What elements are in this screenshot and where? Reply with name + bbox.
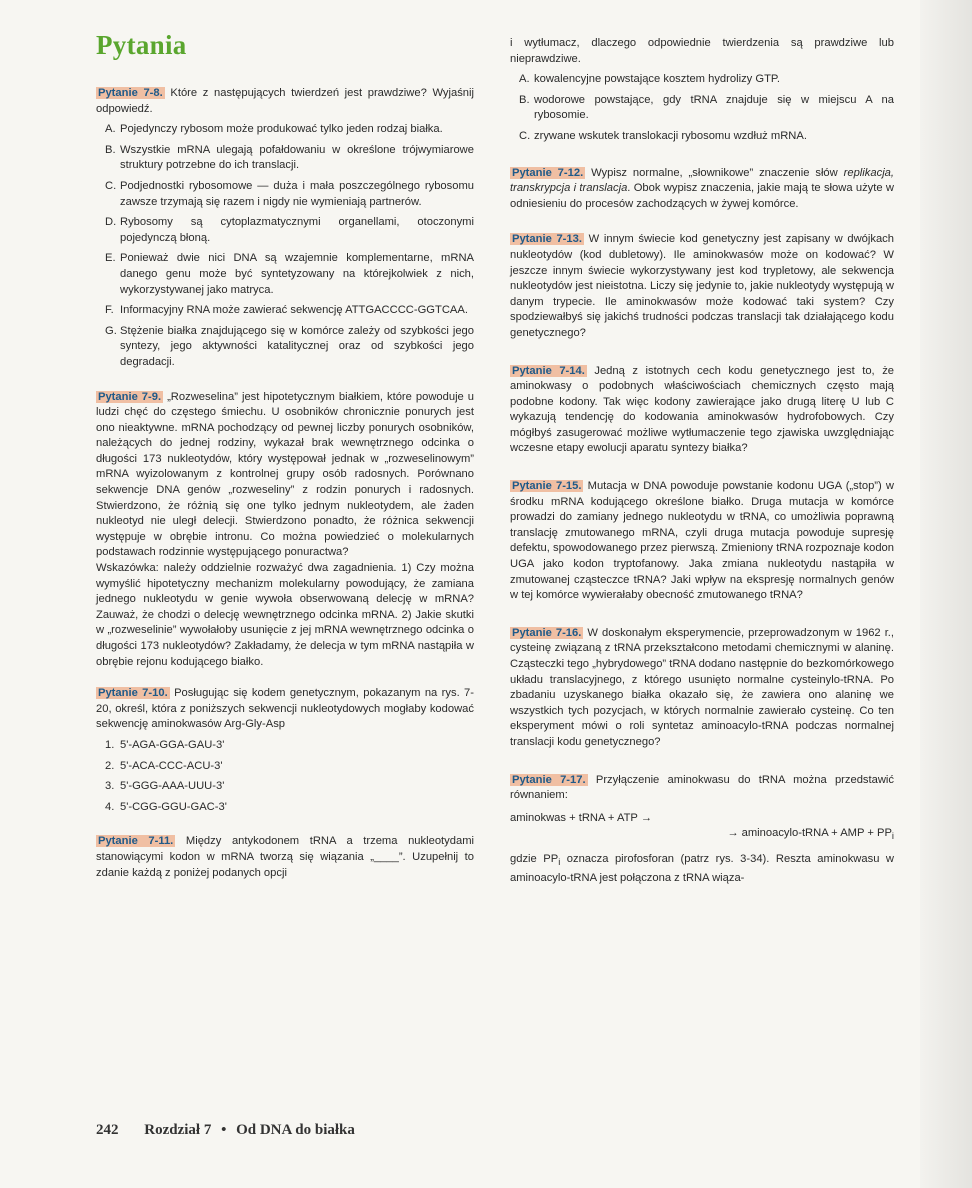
question-text: Jedną z istotnych cech kodu genetycznego jest to, że aminokwasy o podobnych właściwościach chemicznych często mają podobne kodony. Tak więc kodony zawierające jako drugą literę U lub C wykazują tendencję do kodowania aminokwasów hydrofobowych. Czy mógłbyś zasugerować możliwe wytłumaczenie tego zjawiska uwzględniając wczesne etapy ewolucji aparatu syntezy białka? (510, 364, 895, 455)
question-label: Pytanie 7-12. (512, 166, 584, 179)
question-7-10 (96, 686, 474, 815)
option-g: G. Stężenie białka znajdującego się w komórce zależy od szybkości jego syntezy, jego aktywności katalitycznej oraz od szybkości jego degradacji. (105, 324, 474, 368)
question-label: Pytanie 7-13. (512, 233, 582, 246)
question-label: Pytanie 7-11. (98, 835, 174, 848)
question-text: Między antykodonem tRNA a trzema nukleotydami stanowiącymi kodon w mRNA tworzą się wiązania „____”. Uzupełnij to zdanie każdą z poniżej podanych opcji (96, 835, 474, 879)
question-text: W innym świecie kod genetyczny jest zapisany w dwójkach nukleotydów (kod dubletowy). Ile aminokwasów może on kodować? W jeszcze innym świecie wykorzystywany jest kod trypletowy, ale sekwencja nukleotydów jest nieistotna. Liczy się jedynie to, jakie nukleotydy występują w danym trypecie. Ile aminokwasów może kodować taki system? Czy spodziewałbyś się jakichś trudności podczas translacji tak działającego kodu genetycznego? (510, 233, 894, 339)
chapter-label: Rozdział 7 (144, 1122, 212, 1138)
question-7-14-stem (510, 364, 894, 458)
question-7-12 (510, 166, 894, 213)
option-d: D. Rybosomy są cytoplazmatycznymi organellami, otoczonymi pojedynczą błoną. (105, 216, 474, 244)
question-7-11-stem (96, 834, 474, 881)
option-a: A. Pojedynczy rybosom może produkować tylko jeden rodzaj białka. (105, 123, 443, 136)
question-7-16 (510, 626, 894, 751)
equation-right: → aminoacylo-tRNA + AMP + $PP_i$ (727, 827, 894, 842)
question-text: Posługując się kodem genetycznym, pokazanym na rys. 7-20, określ, która z poniższych sekwencji nukleotydowych mogłaby kodować sekwencję aminokwasów Arg-Gly-Asp (96, 687, 475, 731)
option-4: 4. 5'-CGG-GGU-GAC-3' (105, 800, 227, 813)
option-2: 2. 5'-ACA-CCC-ACU-3' (105, 759, 223, 772)
question-label: Pytanie 7-8. (98, 87, 163, 99)
option-c: C. Podjednostki rybosomowe — duża i mała poszczególnego rybosomu zawsze trzymają się razem i nigdy nie wymieniają partnerów. (105, 179, 474, 208)
question-7-15-stem (510, 479, 894, 604)
option-3: 3. 5'-GGG-AAA-UUU-3' (105, 780, 225, 793)
option-f: F. Informacyjny RNA może zawierać sekwencję ATTGACCCC-GGTCAA. (105, 304, 468, 317)
question-7-17-stem (510, 773, 894, 804)
option-b: B. wodorowe powstające, gdy tRNA znajduje się w miejscu A na rybosomie. (519, 93, 894, 122)
question-7-9-stem (96, 390, 474, 562)
option-c: C. zrywane wskutek translokacji rybosomu wzdłuż mRNA. (519, 129, 807, 142)
question-7-15 (510, 479, 894, 604)
question-7-14 (510, 364, 894, 458)
page-footer (96, 1122, 355, 1139)
page-edge-shadow (920, 0, 972, 1188)
left-column (96, 86, 474, 881)
question-label: Pytanie 7-15. (512, 480, 582, 493)
question-label: Pytanie 7-9. (98, 390, 162, 403)
question-text: „Rozweselina” jest hipotetycznym białkiem, które powoduje u ludzi chęć do częstego śmiechu. U osobników chronicznie ponurych jest ono nieaktywne. mRNA pochodzący od pewnej liczby ponurych osobników, należących do jednej rodziny, wykazał brak wewnętrznego odcinka o długości 173 nukleotydów, który występował jednak w „rozweselinowym” mRNA wyizolowanym z kontrolnej grupy osób radosnych. Porównano sekwencje DNA genów „rozweseliny” z rodzin ponurych i radosnych. Stwierdzono, że różnią się one tylko jednym nukleotydem, ale żaden nukleotyd nie uległ delecji. Stwierdzono ponadto, że różnica sekwencji występuje w obrębie intronu. Co można powiedzieć o molekularnych podstawach rodzinnie występującego ponuractwa? (96, 390, 474, 559)
question-7-9-hint: Wskazówka: należy oddzielnie rozważyć dwa zagadnienia. 1) Czy można wymyślić hipotetyczny mechanizm molekularny powodujący, że zamiana jednego nukleotydu w genie wywoła obserwowaną delecję w mRNA? Zauważ, że chodzi o delecję wewnętrznego odcinka mRNA. 2) Jakie skutki w „rozweselinie” wywołałoby usunięcie z jej mRNA wewnętrznego odcinka o długości 173 nukleotydów? Zakładamy, że delecja w tym mRNA nastąpiła w obrębie rejonu kodującego białko. (96, 562, 474, 668)
option-e: E. Ponieważ dwie nici DNA są wzajemnie komplementarne, mRNA danego genu może być syntetyzowany na którejkolwiek z nich, wykorzystywanej jako matryca. (105, 252, 474, 296)
equation-explanation: gdzie $PP_i$ oznacza pirofosforan (patrz rys. 3-34). Reszta aminokwasu w aminoacylo-tRNA jest połączona z tRNA wiąza- (510, 853, 894, 884)
footer-separator: • (221, 1122, 227, 1138)
question-7-9 (96, 390, 474, 671)
italic-terms: replikacja, transkrypcja i translacja (510, 166, 895, 195)
question-text: W doskonałym eksperymencie, przeprowadzonym w 1962 r., cysteinę związaną z tRNA przekształcono metodami chemicznymi w alaninę. Cząsteczki tego „hybrydowego” tRNA dodano następnie do bezkomórkowego układu translacyjnego, z którego usunięto normalne cysteinylo-tRNA. Po zbadaniu uzyskanego białka okazało się, że zawiera ono alaninę we wszystkich tych pozycjach, w których normalnie zawierało cysteinę. Co ten eksperyment mówi o roli syntetaz aminoacylo-tRNA podczas normalnej translacji kodu genetycznego? (510, 626, 895, 748)
question-label: Pytanie 7-10. (98, 687, 168, 700)
question-7-11 (96, 834, 474, 881)
option-a: A. kowalencyjne powstające kosztem hydrolizy GTP. (519, 73, 781, 86)
question-label: Pytanie 7-16. (512, 626, 582, 639)
question-7-10-options (96, 738, 474, 815)
question-7-12-stem: Pytanie 7-12. Wypisz normalne, „słownikowe” znaczenie słów replikacja, transkrypcja i translacja. Obok wypisz znaczenia, jakie mają te słowa użyte w odniesieniu do procesów zachodzących w żywej komórce. (510, 166, 895, 210)
page-number: 242 (96, 1122, 119, 1138)
question-text: Które z następujących twierdzeń jest prawdziwe? Wyjaśnij odpowiedź. (96, 87, 475, 115)
question-7-13-stem (510, 232, 894, 341)
question-7-16-stem (510, 626, 894, 751)
question-7-13 (510, 232, 894, 341)
question-7-8-stem (96, 86, 474, 117)
question-text: Mutacja w DNA powoduje powstanie kodonu UGA („stop”) w środku mRNA kodującego określone białko. Druga mutacja w komórce prowadzi do zamiany jednego nukleotydu w tRNA, co umożliwia poprawną translację zmutowanego mRNA, czyli druga mutacja powoduje supresję defektu, spowodowanego przez pierwszą. Zmieniony tRNA rozpoznaje kodon UGA jako kodon tryptofanowy. Jaka zmiana nukleotydu nastąpiła w zmutowanej cząsteczce tRNA? Jaki wpływ na ekspresję normalnych genów w tej komórce wywierałaby obecność zmutowanego tRNA? (510, 480, 894, 602)
question-7-11-options (510, 72, 894, 144)
option-1: 1. 5'-AGA-GGA-GAU-3' (105, 738, 225, 751)
question-label: Pytanie 7-17. (512, 773, 586, 786)
question-label: Pytanie 7-14. (512, 364, 585, 377)
right-column (510, 36, 894, 887)
question-text: Przyłączenie aminokwasu do tRNA można przedstawić równaniem: (510, 773, 895, 802)
equation-left: aminokwas + tRNA + ATP → (510, 811, 652, 824)
section-heading: Pytania (96, 30, 187, 60)
question-7-8-options (96, 122, 474, 370)
question-7-17 (510, 773, 894, 887)
chapter-title: Od DNA do białka (236, 1122, 355, 1138)
question-7-11-continuation: i wytłumacz, dlaczego odpowiednie twierdzenia są prawdziwe lub nieprawdziwe. (510, 37, 894, 65)
question-7-8 (96, 86, 474, 371)
option-b: B. Wszystkie mRNA ulegają pofałdowaniu w określone trójwymiarowe struktury potrzebne do ich translacji. (105, 143, 474, 172)
question-7-10-stem (96, 686, 474, 733)
